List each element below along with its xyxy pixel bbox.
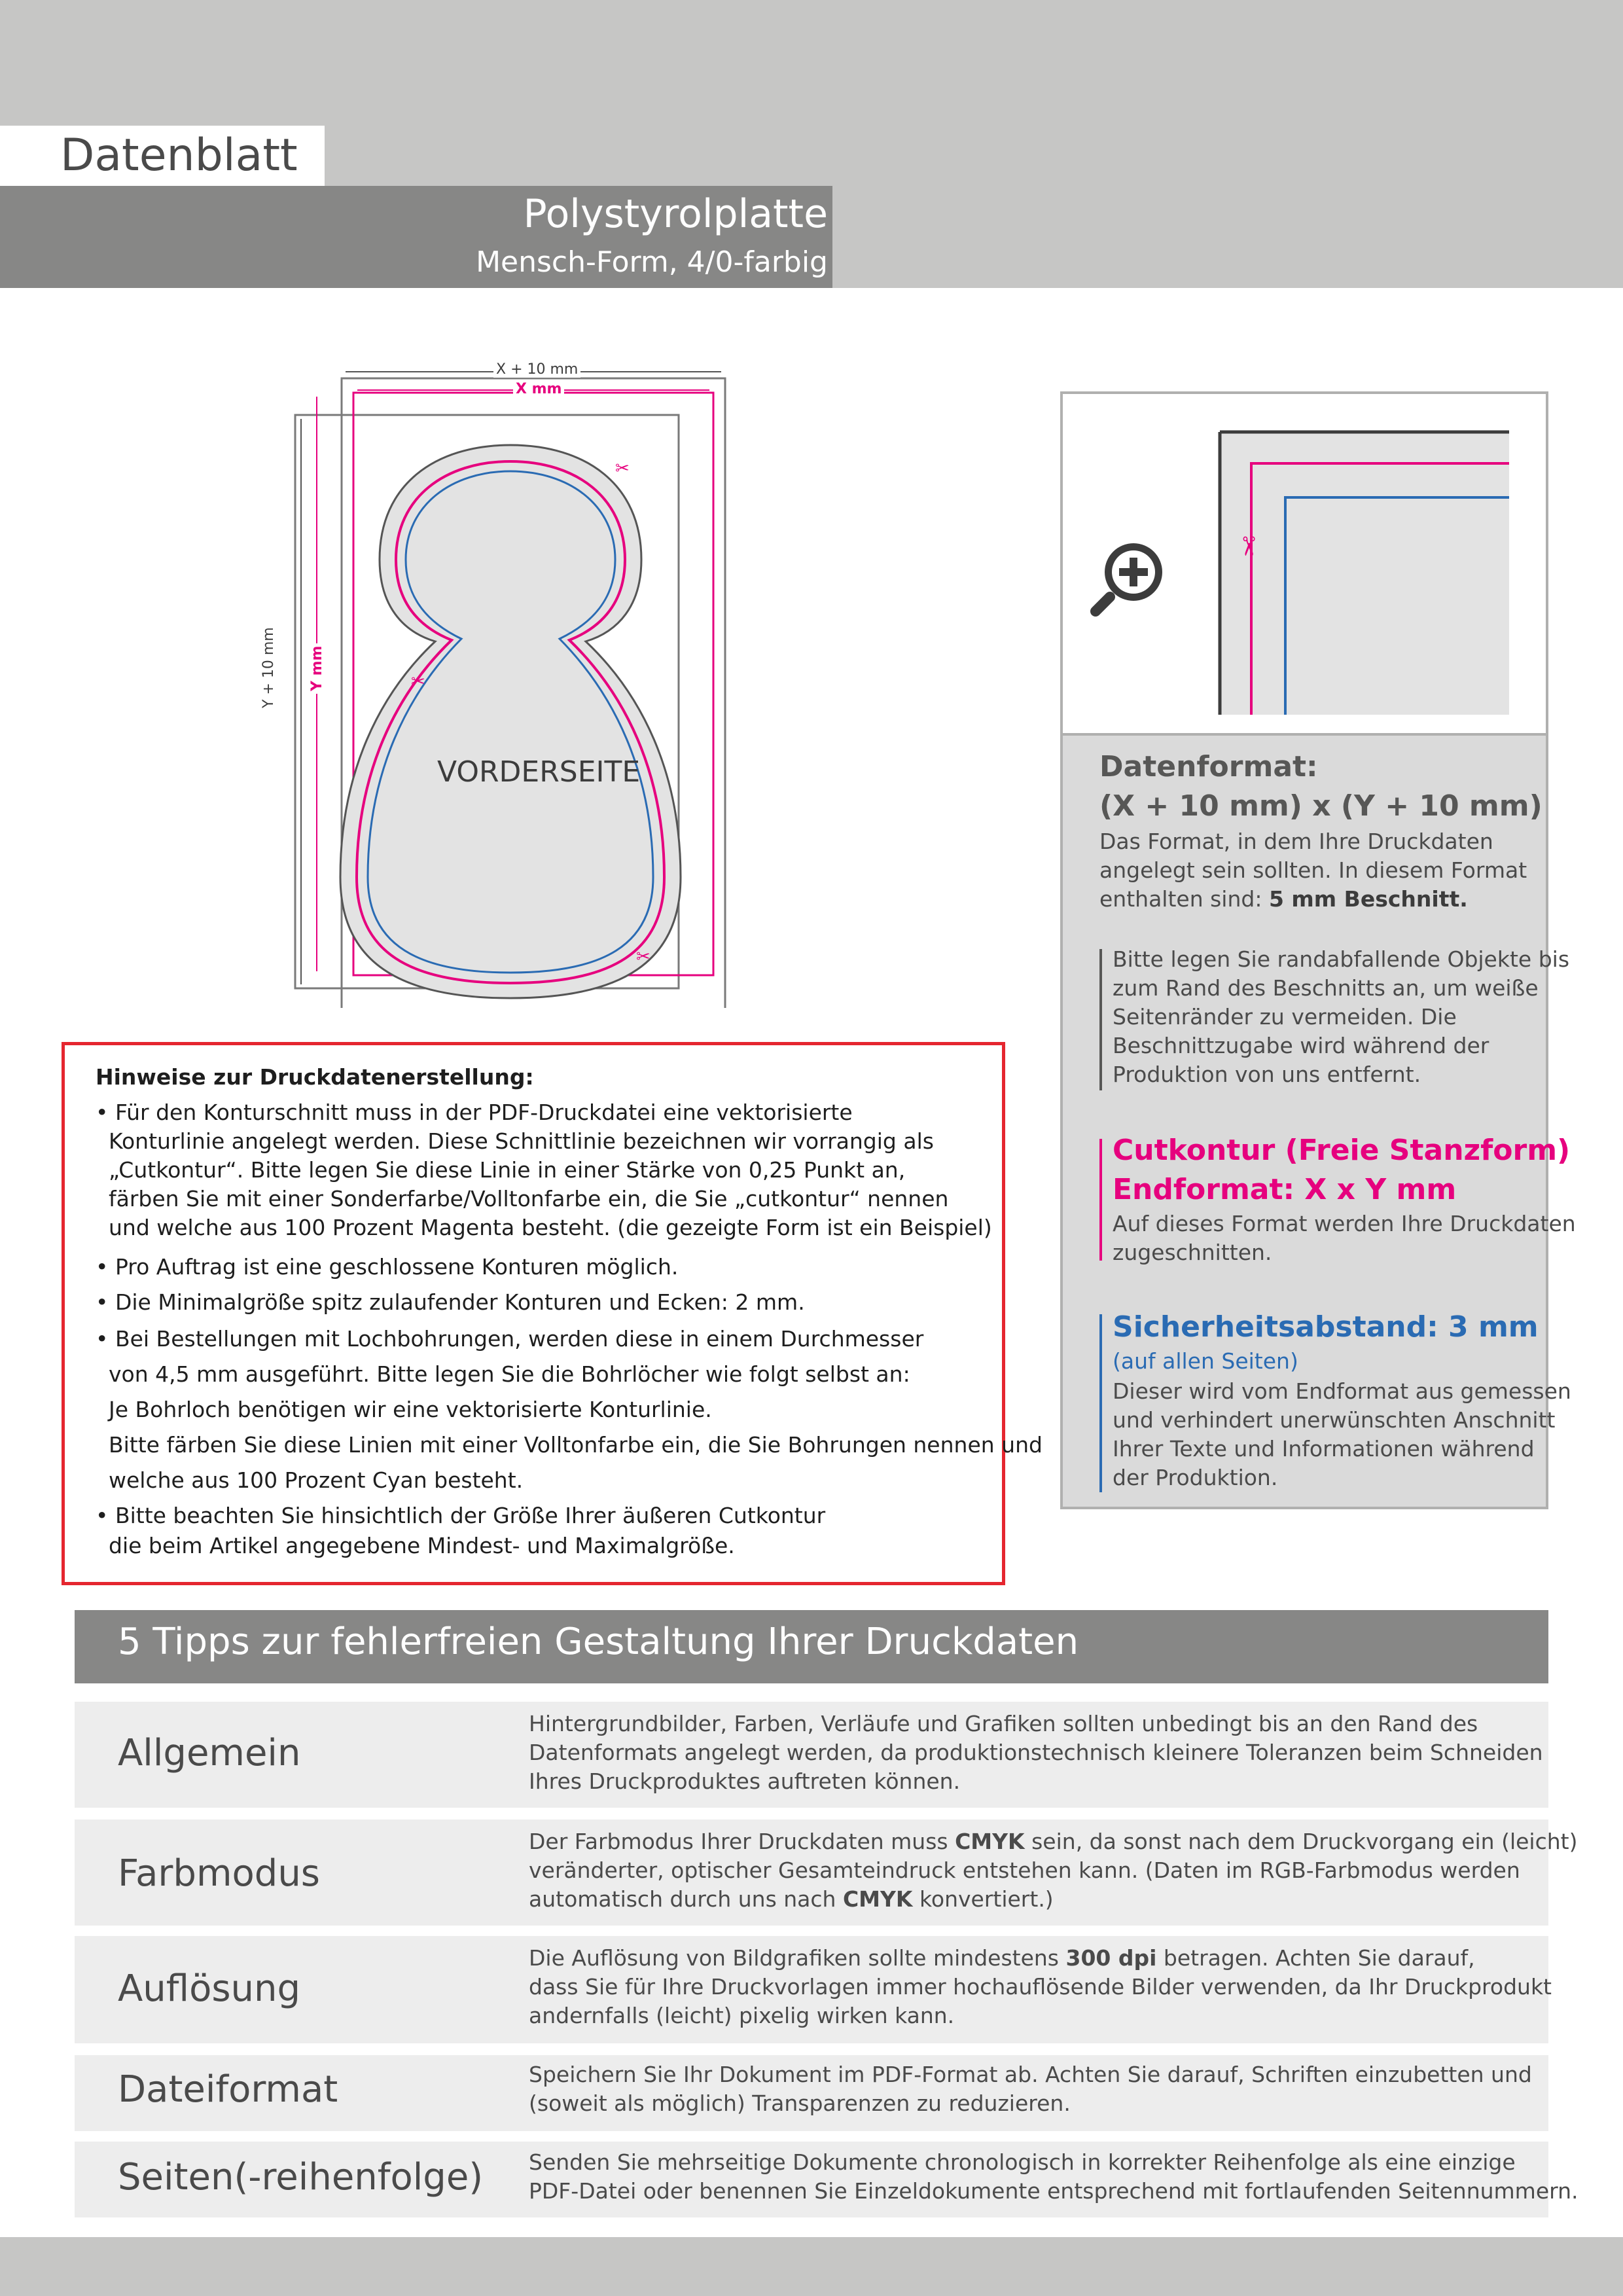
tip-text: Speichern Sie Ihr Dokument im PDF-Format ab. Achten Sie darauf, Schriften einzubetten und — [529, 2062, 1532, 2087]
safety-subheading: (auf allen Seiten) — [1113, 1348, 1298, 1374]
hint-line: • Bei Bestellungen mit Lochbohrungen, werden diese in einem Durchmesser — [96, 1326, 924, 1352]
width-outer-label: X + 10 mm — [493, 361, 580, 378]
front-side-label: VORDERSEITE — [437, 755, 641, 789]
cut-desc: Auf dieses Format werden Ihre Druckdaten — [1113, 1211, 1576, 1236]
tip-name: Farbmodus — [118, 1852, 320, 1895]
product-title: Polystyrolplatte — [523, 191, 828, 237]
safety-desc: und verhindert unerwünschten Anschnitt — [1113, 1407, 1556, 1433]
safety-heading: Sicherheitsabstand: 3 mm — [1113, 1310, 1539, 1344]
tip-name: Seiten(-reihenfolge) — [118, 2156, 484, 2198]
tip-text: dass Sie für Ihre Druckvorlagen immer hochauflösende Bilder verwenden, da Ihr Druckprodukt — [529, 1974, 1552, 2000]
hint-line: • Für den Konturschnitt muss in der PDF-Druckdatei eine vektorisierte — [96, 1100, 853, 1125]
tip-text: (soweit als möglich) Transparenzen zu reduzieren. — [529, 2090, 1071, 2116]
shape-diagram — [262, 353, 759, 1008]
height-outer-label: Y + 10 mm — [260, 624, 277, 711]
tip-text: Ihres Druckproduktes auftreten können. — [529, 1768, 961, 1794]
tip-name: Auflösung — [118, 1967, 301, 2010]
tip-name: Dateiformat — [118, 2068, 338, 2111]
bleed-desc: zum Rand des Beschnitts an, um weiße — [1113, 975, 1539, 1001]
hint-line: Bitte färben Sie diese Linien mit einer Volltonfarbe ein, die Sie Bohrungen nennen und — [109, 1432, 1043, 1458]
hint-line: „Cutkontur“. Bitte legen Sie diese Linie in einer Stärke von 0,25 Punkt an, — [109, 1157, 906, 1183]
tip-text: Senden Sie mehrseitige Dokumente chronologisch in korrekter Reihenfolge als eine einzige — [529, 2149, 1516, 2175]
tip-text: Der Farbmodus Ihrer Druckdaten muss CMYK sein, da sonst nach dem Druckvorgang ein (leicht) — [529, 1829, 1578, 1854]
data-format-heading: Datenformat: — [1099, 750, 1318, 783]
datasheet-label: Datenblatt — [60, 130, 298, 181]
cut-contour-heading: Cutkontur (Freie Stanzform) — [1113, 1134, 1571, 1167]
tip-text: PDF-Datei oder benennen Sie Einzeldokumente entsprechend mit fortlaufenden Seitennummern. — [529, 2178, 1578, 2204]
tip-text: automatisch durch uns nach CMYK konvertiert.) — [529, 1886, 1054, 1912]
hint-line: von 4,5 mm ausgeführt. Bitte legen Sie die Bohrlöcher wie folgt selbst an: — [109, 1361, 910, 1387]
scissors-icon: ✂ — [1233, 535, 1263, 558]
product-subtitle: Mensch-Form, 4/0-farbig — [476, 245, 828, 279]
cut-accent-bar — [1099, 1139, 1102, 1261]
bleed-amount: 5 mm Beschnitt. — [1268, 886, 1468, 912]
data-format-desc: Das Format, in dem Ihre Druckdaten — [1099, 829, 1493, 854]
cut-desc: zugeschnitten. — [1113, 1240, 1272, 1265]
tip-text: andernfalls (leicht) pixelig wirken kann. — [529, 2003, 955, 2028]
tip-text: veränderter, optischer Gesamteindruck entstehen kann. (Daten im RGB-Farbmodus werden — [529, 1857, 1520, 1883]
tips-title: 5 Tipps zur fehlerfreien Gestaltung Ihrer Druckdaten — [118, 1621, 1079, 1663]
bleed-desc: Beschnittzugabe wird während der — [1113, 1033, 1489, 1058]
bleed-desc: Produktion von uns entfernt. — [1113, 1062, 1421, 1087]
safety-desc: der Produktion. — [1113, 1465, 1278, 1490]
hint-line: • Bitte beachten Sie hinsichtlich der Größe Ihrer äußeren Cutkontur — [96, 1503, 826, 1528]
tip-name: Allgemein — [118, 1732, 301, 1774]
bleed-desc: Seitenränder zu vermeiden. Die — [1113, 1004, 1457, 1030]
scissors-icon: ✂ — [411, 672, 425, 692]
hint-line: Konturlinie angelegt werden. Diese Schnittlinie bezeichnen wir vorrangig als — [109, 1128, 934, 1154]
safety-accent-bar — [1099, 1314, 1102, 1492]
width-inner-label: X mm — [513, 381, 564, 397]
zoom-in-icon — [1086, 530, 1178, 622]
hint-line: • Pro Auftrag ist eine geschlossene Konturen möglich. — [96, 1254, 679, 1280]
tip-text: Die Auflösung von Bildgrafiken sollte mindestens 300 dpi betragen. Achten Sie darauf, — [529, 1945, 1475, 1971]
data-format-desc: enthalten sind: 5 mm Beschnitt. — [1099, 886, 1468, 912]
bleed-corner-detail — [1217, 429, 1512, 717]
data-format-desc: angelegt sein sollten. In diesem Format — [1099, 857, 1527, 883]
scissors-icon: ✂ — [636, 947, 651, 967]
footer-band — [0, 2237, 1623, 2296]
hint-line: welche aus 100 Prozent Cyan besteht. — [109, 1467, 524, 1493]
hint-line: färben Sie mit einer Sonderfarbe/Volltonfarbe ein, die Sie „cutkontur“ nennen — [109, 1186, 949, 1211]
scissors-icon: ✂ — [615, 459, 630, 478]
tip-text: Hintergrundbilder, Farben, Verläufe und Grafiken sollten unbedingt bis an den Rand des — [529, 1711, 1478, 1736]
height-inner-label: Y mm — [309, 643, 325, 694]
hints-title: Hinweise zur Druckdatenerstellung: — [96, 1064, 534, 1090]
end-format-value: Endformat: X x Y mm — [1113, 1173, 1457, 1206]
data-format-value: (X + 10 mm) x (Y + 10 mm) — [1099, 789, 1543, 823]
hint-line: • Die Minimalgröße spitz zulaufender Konturen und Ecken: 2 mm. — [96, 1289, 805, 1315]
hint-line: und welche aus 100 Prozent Magenta besteht. (die gezeigte Form ist ein Beispiel) — [109, 1215, 992, 1240]
tip-text: Datenformats angelegt werden, da produktionstechnisch kleinere Toleranzen beim Schneiden — [529, 1740, 1543, 1765]
safety-desc: Dieser wird vom Endformat aus gemessen — [1113, 1378, 1571, 1404]
bleed-desc: Bitte legen Sie randabfallende Objekte bis — [1113, 946, 1570, 972]
safety-desc: Ihrer Texte und Informationen während — [1113, 1436, 1535, 1462]
hint-line: die beim Artikel angegebene Mindest- und Maximalgröße. — [109, 1533, 735, 1558]
bleed-accent-bar — [1099, 949, 1102, 1090]
hint-line: Je Bohrloch benötigen wir eine vektorisierte Konturlinie. — [109, 1397, 712, 1422]
